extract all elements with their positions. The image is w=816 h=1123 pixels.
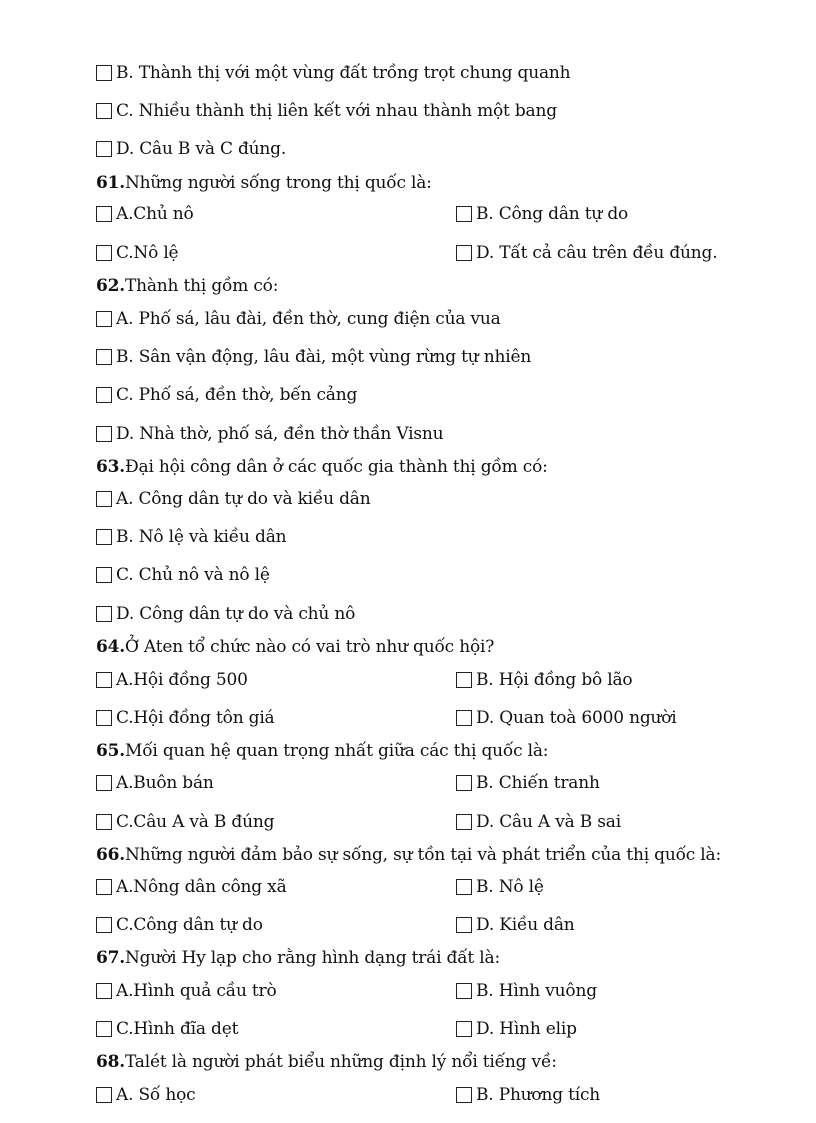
question-text: Đại hội công dân ở các quốc gia thành thị gồm có: [124, 457, 548, 477]
option-a[interactable] [96, 309, 501, 329]
option-text: D. Nhà thờ, phố sá, đền thờ thần Visnu [116, 424, 444, 444]
option-a[interactable] [96, 877, 287, 897]
checkbox[interactable] [456, 1021, 472, 1037]
question-67 [96, 945, 500, 971]
option-text: B. Phương tích [476, 1085, 601, 1105]
checkbox[interactable] [96, 311, 112, 327]
question-number: 62. [96, 276, 125, 296]
checkbox[interactable] [96, 245, 112, 261]
checkbox[interactable] [96, 387, 112, 403]
option-text: B. Hội đồng bô lão [476, 670, 633, 690]
option-row [96, 1016, 577, 1042]
question-number: 67. [96, 948, 125, 968]
option-b[interactable] [456, 773, 600, 793]
checkbox[interactable] [96, 349, 112, 365]
option-b[interactable] [456, 1085, 600, 1105]
option-a[interactable] [96, 981, 277, 1001]
question-text: Talét là người phát biểu những định lý nổi tiếng về: [124, 1052, 557, 1072]
option-a[interactable] [96, 1085, 195, 1105]
option-text: B. Nô lệ [476, 877, 544, 897]
checkbox[interactable] [96, 814, 112, 830]
checkbox[interactable] [96, 917, 112, 933]
option-text: C.Nô lệ [116, 243, 179, 263]
option-text: D. Tất cả câu trên đều đúng. [476, 243, 718, 263]
option-row [96, 562, 270, 588]
checkbox[interactable] [456, 917, 472, 933]
option-d[interactable] [456, 1019, 577, 1039]
option-b[interactable] [96, 63, 570, 83]
option-b[interactable] [456, 204, 628, 224]
question-text: Thành thị gồm có: [124, 276, 279, 296]
option-d[interactable] [96, 604, 355, 624]
question-62 [96, 273, 278, 299]
option-text: A.Chủ nô [116, 204, 194, 224]
option-c[interactable] [96, 101, 557, 121]
option-c[interactable] [96, 565, 270, 585]
option-d[interactable] [456, 812, 621, 832]
question-text: Những người đảm bảo sự sống, sự tồn tại và phát triển của thị quốc là: [124, 845, 721, 865]
option-row [96, 136, 286, 162]
question-64 [96, 634, 494, 660]
question-number: 68. [96, 1052, 125, 1072]
option-text: B. Chiến tranh [476, 773, 600, 793]
checkbox[interactable] [96, 426, 112, 442]
option-a[interactable] [96, 204, 194, 224]
option-d[interactable] [96, 139, 286, 159]
option-row [96, 770, 600, 796]
checkbox[interactable] [456, 710, 472, 726]
option-row [96, 240, 718, 266]
checkbox[interactable] [96, 1087, 112, 1103]
option-text: A. Công dân tự do và kiều dân [116, 489, 371, 509]
option-text: C.Hội đồng tôn giá [116, 708, 275, 728]
option-text: C. Chủ nô và nô lệ [116, 565, 270, 585]
option-text: D. Kiều dân [476, 915, 575, 935]
checkbox[interactable] [96, 65, 112, 81]
question-number: 63. [96, 457, 125, 477]
option-text: D. Hình elip [476, 1019, 577, 1039]
option-a[interactable] [96, 773, 214, 793]
question-number: 61. [96, 173, 125, 193]
checkbox[interactable] [456, 814, 472, 830]
option-c[interactable] [96, 915, 263, 935]
checkbox[interactable] [96, 983, 112, 999]
option-text: C.Hình đĩa dẹt [116, 1019, 239, 1039]
question-63 [96, 454, 548, 480]
option-c[interactable] [96, 708, 275, 728]
option-row [96, 306, 501, 332]
option-d[interactable] [456, 708, 677, 728]
option-c[interactable] [96, 812, 274, 832]
option-row [96, 601, 355, 627]
checkbox[interactable] [96, 775, 112, 791]
option-c[interactable] [96, 385, 357, 405]
option-row [96, 874, 544, 900]
option-text: B. Sân vận động, lâu đài, một vùng rừng tự nhiên [116, 347, 532, 367]
option-row [96, 1082, 601, 1108]
option-a[interactable] [96, 670, 248, 690]
option-text: A.Buôn bán [116, 773, 214, 793]
checkbox[interactable] [96, 567, 112, 583]
option-text: B. Công dân tự do [476, 204, 629, 224]
question-number: 64. [96, 637, 125, 657]
checkbox[interactable] [96, 491, 112, 507]
option-row [96, 912, 575, 938]
option-b[interactable] [456, 981, 597, 1001]
checkbox[interactable] [96, 606, 112, 622]
option-row [96, 705, 677, 731]
question-number: 65. [96, 741, 125, 761]
option-text: C. Phố sá, đền thờ, bến cảng [116, 385, 358, 405]
question-text: Những người sống trong thị quốc là: [124, 173, 432, 193]
option-a[interactable] [96, 489, 371, 509]
question-68 [96, 1049, 557, 1075]
checkbox[interactable] [456, 672, 472, 688]
question-text: Ở Aten tổ chức nào có vai trò như quốc hội? [124, 637, 495, 657]
option-row [96, 486, 371, 512]
question-text: Người Hy lạp cho rằng hình dạng trái đất là: [124, 948, 500, 968]
option-b[interactable] [96, 527, 286, 547]
checkbox[interactable] [96, 103, 112, 119]
option-b[interactable] [456, 877, 544, 897]
checkbox[interactable] [96, 710, 112, 726]
option-row [96, 667, 633, 693]
question-number: 66. [96, 845, 125, 865]
checkbox[interactable] [96, 206, 112, 222]
checkbox[interactable] [96, 141, 112, 157]
option-text: D. Quan toà 6000 người [476, 708, 677, 728]
checkbox[interactable] [96, 879, 112, 895]
option-text: C.Câu A và B đúng [116, 812, 275, 832]
checkbox[interactable] [456, 1087, 472, 1103]
option-text: D. Câu B và C đúng. [116, 139, 287, 159]
option-text: A.Nông dân công xã [116, 877, 287, 897]
question-65 [96, 738, 548, 764]
option-c[interactable] [96, 243, 178, 263]
option-d[interactable] [456, 915, 575, 935]
option-text: D. Công dân tự do và chủ nô [116, 604, 356, 624]
option-row [96, 382, 357, 408]
option-row [96, 524, 286, 550]
option-row [96, 201, 629, 227]
option-row [96, 421, 443, 447]
option-text: B. Nô lệ và kiều dân [116, 527, 287, 547]
option-text: D. Câu A và B sai [476, 812, 621, 832]
checkbox[interactable] [96, 1021, 112, 1037]
question-66 [96, 842, 721, 868]
checkbox[interactable] [456, 206, 472, 222]
option-b[interactable] [456, 670, 632, 690]
question-61 [96, 170, 432, 196]
option-text: A.Hội đồng 500 [116, 670, 248, 690]
option-text: B. Thành thị với một vùng đất trồng trọt chung quanh [116, 63, 571, 83]
option-text: B. Hình vuông [476, 981, 597, 1001]
checkbox[interactable] [96, 672, 112, 688]
option-text: A.Hình quả cầu trò [116, 981, 277, 1001]
option-row [96, 344, 531, 370]
option-row [96, 60, 570, 86]
option-text: C. Nhiều thành thị liên kết với nhau thành một bang [116, 101, 557, 121]
option-d[interactable] [96, 424, 443, 444]
option-c[interactable] [96, 1019, 238, 1039]
option-d[interactable] [456, 243, 717, 263]
option-row [96, 809, 621, 835]
option-b[interactable] [96, 347, 531, 367]
option-text: A. Số học [116, 1085, 196, 1105]
checkbox[interactable] [456, 879, 472, 895]
question-text: Mối quan hệ quan trọng nhất giữa các thị quốc là: [124, 741, 549, 761]
checkbox[interactable] [456, 983, 472, 999]
checkbox[interactable] [96, 529, 112, 545]
checkbox[interactable] [456, 775, 472, 791]
option-text: A. Phố sá, lâu đài, đền thờ, cung điện của vua [116, 309, 501, 329]
checkbox[interactable] [456, 245, 472, 261]
option-row [96, 978, 597, 1004]
option-row [96, 98, 557, 124]
option-text: C.Công dân tự do [116, 915, 263, 935]
